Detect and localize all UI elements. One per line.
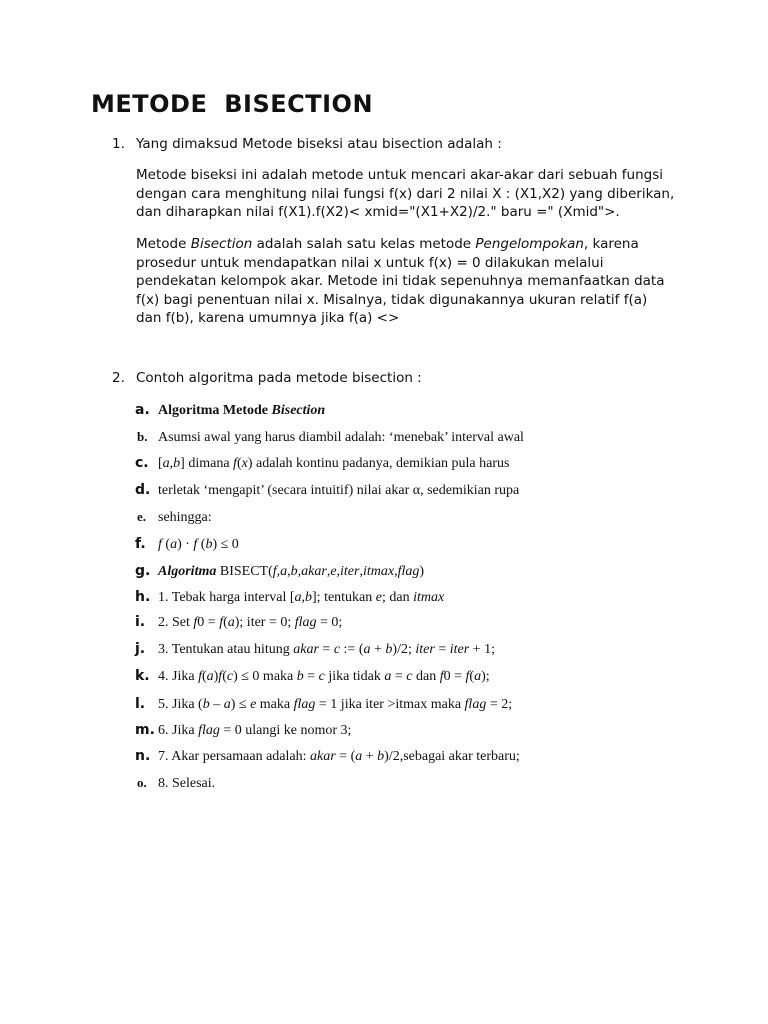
list-letter: f. bbox=[135, 536, 146, 552]
text-run: ( bbox=[236, 456, 242, 471]
text-run: , bbox=[169, 456, 174, 471]
text-run: iter bbox=[415, 642, 435, 657]
paragraph-2-line: pendekatan kelompok akar. Metode ini tidak sepenuhnya memanfaatkan data bbox=[136, 273, 665, 289]
text-run: + 1; bbox=[469, 642, 495, 657]
text-run: itmax bbox=[362, 564, 395, 579]
text-run: Bisection bbox=[190, 236, 253, 252]
list-letter: k. bbox=[135, 668, 150, 684]
algorithm-step bbox=[158, 723, 351, 739]
text-run: c bbox=[226, 669, 234, 684]
text-run: ( bbox=[201, 669, 207, 684]
algorithm-line: sehingga: bbox=[158, 510, 212, 525]
list-letter: l. bbox=[135, 696, 146, 712]
algorithm-step bbox=[158, 642, 495, 658]
text-run: ) · bbox=[177, 537, 194, 552]
paragraph-1 bbox=[136, 166, 696, 222]
text-run: Pengelompokan bbox=[475, 236, 584, 252]
text-run: flag bbox=[198, 723, 220, 738]
text-run: maka bbox=[256, 697, 294, 712]
text-run: a bbox=[280, 564, 288, 579]
algorithm-row-e bbox=[0, 509, 768, 531]
text-run: 0 = bbox=[197, 615, 220, 630]
paragraph-1-line: dengan cara menghitung nilai fungsi f(x) dari 2 nilai X : (X1,X2) yang diberikan, bbox=[136, 185, 675, 202]
text-run: ); iter = 0; bbox=[234, 615, 295, 630]
text-run: a bbox=[162, 456, 170, 471]
algorithm-line: terletak ‘mengapit’ (secara intuitif) nilai akar α, sedemikian rupa bbox=[158, 483, 520, 498]
text-run: flag bbox=[294, 615, 317, 630]
text-run: a bbox=[294, 590, 302, 605]
list-letter: n. bbox=[135, 748, 151, 764]
text-run: ) bbox=[213, 669, 219, 684]
text-run: flag bbox=[293, 697, 316, 712]
text-run: b bbox=[385, 642, 393, 657]
text-run: = bbox=[318, 642, 334, 657]
list-letter: c. bbox=[135, 455, 149, 471]
text-run: , bbox=[301, 590, 306, 605]
text-run: a bbox=[227, 615, 235, 630]
list-letter: h. bbox=[135, 589, 151, 605]
text-run: a bbox=[223, 697, 231, 712]
list-letter: m. bbox=[135, 722, 155, 738]
text-run: ( bbox=[222, 669, 227, 684]
paragraph-2-line: prosedur untuk mendapatkan nilai x untuk f(x) = 0 dilakukan melalui bbox=[136, 254, 604, 271]
text-run: e bbox=[250, 697, 257, 712]
text-run: 7. Akar persamaan adalah: bbox=[158, 749, 310, 764]
text-run: b bbox=[202, 697, 210, 712]
algorithm-signature bbox=[158, 564, 424, 580]
algorithm-row-l bbox=[0, 696, 768, 718]
text-run: f bbox=[218, 669, 223, 684]
algorithm-step bbox=[158, 590, 444, 606]
list-letter: j. bbox=[135, 641, 146, 657]
text-run: f bbox=[193, 615, 198, 630]
page-title: METODE BISECTION bbox=[91, 90, 374, 118]
text-run: f bbox=[465, 669, 470, 684]
text-run: ) ≤ 0 bbox=[212, 537, 239, 552]
text-run: ( bbox=[197, 537, 206, 552]
text-run: = bbox=[303, 669, 319, 684]
paragraph-2-line bbox=[136, 235, 696, 254]
text-run: e bbox=[375, 590, 382, 605]
text-run: c bbox=[406, 669, 413, 684]
text-run: ) adalah kontinu padanya, demikian pula harus bbox=[247, 456, 510, 471]
algorithm-row-c bbox=[0, 455, 768, 477]
text-run: iter bbox=[449, 642, 470, 657]
text-run: ) ≤ 0 maka bbox=[233, 669, 297, 684]
text-run: c bbox=[333, 642, 341, 657]
text-run: c bbox=[318, 669, 325, 684]
list-letter: e. bbox=[137, 509, 147, 524]
text-run: e bbox=[330, 564, 337, 579]
text-run: f bbox=[193, 537, 198, 552]
algorithm-step bbox=[158, 749, 520, 765]
text-run: b bbox=[377, 749, 385, 764]
algorithm-step bbox=[158, 669, 490, 685]
text-run: 5. Jika ( bbox=[158, 697, 203, 712]
algorithm-row-j bbox=[0, 641, 768, 663]
paragraph-1-line: Metode biseksi ini adalah metode untuk mencari akar-akar dari sebuah fungsi bbox=[136, 167, 663, 183]
text-run: BISECT( bbox=[216, 564, 273, 579]
list-letter: d. bbox=[135, 482, 151, 498]
text-run: ; dan bbox=[382, 590, 414, 605]
algorithm-row-h bbox=[0, 589, 768, 611]
algorithm-step bbox=[158, 697, 512, 713]
algorithm-row-g bbox=[0, 563, 768, 585]
text-run: [ bbox=[158, 456, 163, 471]
list-letter: b. bbox=[137, 429, 148, 444]
text-run: Algoritma bbox=[158, 564, 217, 579]
text-run: + bbox=[362, 749, 378, 764]
section-1-number: 1. bbox=[112, 136, 125, 152]
list-letter: a. bbox=[135, 402, 150, 418]
text-run: ); bbox=[481, 669, 490, 684]
text-run: 4. Jika bbox=[158, 669, 199, 684]
algorithm-row-f bbox=[0, 536, 768, 558]
algorithm-row-m bbox=[0, 722, 768, 744]
text-run: 1. Tebak harga interval [ bbox=[158, 590, 295, 605]
text-run: b bbox=[305, 590, 313, 605]
algorithm-row-d bbox=[0, 482, 768, 504]
text-run: akar bbox=[310, 749, 336, 764]
text-run: = bbox=[434, 642, 450, 657]
list-letter: g. bbox=[135, 563, 151, 579]
algorithm-row-i bbox=[0, 614, 768, 636]
text-run: – bbox=[209, 697, 224, 712]
text-run: a bbox=[355, 749, 363, 764]
list-letter: i. bbox=[135, 614, 146, 630]
algorithm-row-n bbox=[0, 748, 768, 770]
algorithm-line: Asumsi awal yang harus diambil adalah: ‘menebak’ interval awal bbox=[158, 430, 524, 445]
text-run: akar bbox=[301, 564, 327, 579]
text-run: = 2; bbox=[486, 697, 513, 712]
text-run: )/2; bbox=[392, 642, 416, 657]
text-run: ]; tentukan bbox=[312, 590, 376, 605]
text-run: = bbox=[391, 669, 407, 684]
text-run: f bbox=[272, 564, 277, 579]
text-run: ( bbox=[469, 669, 475, 684]
algorithm-step bbox=[158, 615, 342, 631]
text-run: = 0 ulangi ke nomor 3; bbox=[219, 723, 352, 738]
text-run: , bbox=[359, 564, 363, 579]
text-run: f bbox=[198, 669, 202, 684]
text-run: flag bbox=[397, 564, 420, 579]
algorithm-row-b bbox=[0, 429, 768, 451]
list-letter: o. bbox=[137, 775, 147, 790]
text-run: dan bbox=[412, 669, 440, 684]
paragraph-2-line: f(x) bagi penentuan nilai x. Misalnya, tidak digunakannya ukuran relatif f(a) bbox=[136, 291, 648, 308]
text-run: ( bbox=[161, 537, 171, 552]
text-run: , bbox=[297, 564, 302, 579]
text-run: = ( bbox=[335, 749, 356, 764]
paragraph-2-line: dan f(b), karena umumnya jika f(a) <> bbox=[136, 310, 400, 326]
text-run: , bbox=[287, 564, 291, 579]
section-2-text: Contoh algoritma pada metode bisection : bbox=[136, 370, 422, 386]
text-run: b bbox=[296, 669, 304, 684]
algorithm-row-a bbox=[0, 402, 768, 424]
text-run: Algoritma Metode bbox=[158, 403, 272, 418]
text-run: Bisection bbox=[271, 403, 326, 418]
text-run: a bbox=[170, 537, 178, 552]
bisection-condition bbox=[158, 537, 239, 553]
text-run: , bbox=[336, 564, 341, 579]
text-run: akar bbox=[293, 642, 319, 657]
text-run: f bbox=[219, 615, 224, 630]
text-run: jika tidak bbox=[324, 669, 385, 684]
algorithm-line bbox=[158, 456, 509, 472]
text-run: + bbox=[370, 642, 386, 657]
text-run: )/2,sebagai akar terbaru; bbox=[384, 749, 520, 764]
text-run: 3. Tentukan atau hitung bbox=[158, 642, 294, 657]
text-run: adalah salah satu kelas metode bbox=[252, 236, 476, 252]
text-run: flag bbox=[464, 697, 487, 712]
algorithm-row-o bbox=[0, 775, 768, 797]
text-run: f bbox=[233, 456, 237, 471]
text-run: a bbox=[384, 669, 392, 684]
text-run: , bbox=[276, 564, 281, 579]
text-run: ) bbox=[419, 564, 425, 579]
text-run: f bbox=[439, 669, 444, 684]
algorithm-title bbox=[158, 403, 325, 419]
text-run: , bbox=[394, 564, 398, 579]
text-run: 2. Set bbox=[158, 615, 194, 630]
text-run: := ( bbox=[340, 642, 364, 657]
text-run: ] dimana bbox=[180, 456, 234, 471]
text-run: x bbox=[241, 456, 248, 471]
section-2-number: 2. bbox=[112, 370, 125, 386]
text-run: ( bbox=[223, 615, 228, 630]
text-run: b bbox=[205, 537, 213, 552]
text-run: ) ≤ bbox=[230, 697, 251, 712]
text-run: 0 = bbox=[443, 669, 466, 684]
text-run: b bbox=[290, 564, 298, 579]
text-run: iter bbox=[340, 564, 360, 579]
algorithm-row-k bbox=[0, 668, 768, 690]
algorithm-step: 8. Selesai. bbox=[158, 776, 216, 791]
text-run: , karena bbox=[583, 236, 639, 252]
text-run: itmax bbox=[413, 590, 445, 605]
text-run: = 0; bbox=[316, 615, 343, 630]
text-run: , bbox=[326, 564, 331, 579]
text-run: a bbox=[206, 669, 214, 684]
text-run: = 1 jika iter >itmax maka bbox=[315, 697, 465, 712]
text-run: b bbox=[173, 456, 181, 471]
text-run: a bbox=[474, 669, 482, 684]
text-run: a bbox=[363, 642, 371, 657]
text-run: f bbox=[158, 537, 162, 552]
paragraph-2 bbox=[136, 235, 696, 328]
text-run: Metode bbox=[136, 236, 191, 252]
section-1-text: Yang dimaksud Metode biseksi atau bisection adalah : bbox=[136, 136, 502, 152]
text-run: 6. Jika bbox=[158, 723, 199, 738]
paragraph-1-line: dan diharapkan nilai f(X1).f(X2)< xmid="(X1+X2)/2." baru =" (Xmid">. bbox=[136, 204, 620, 220]
